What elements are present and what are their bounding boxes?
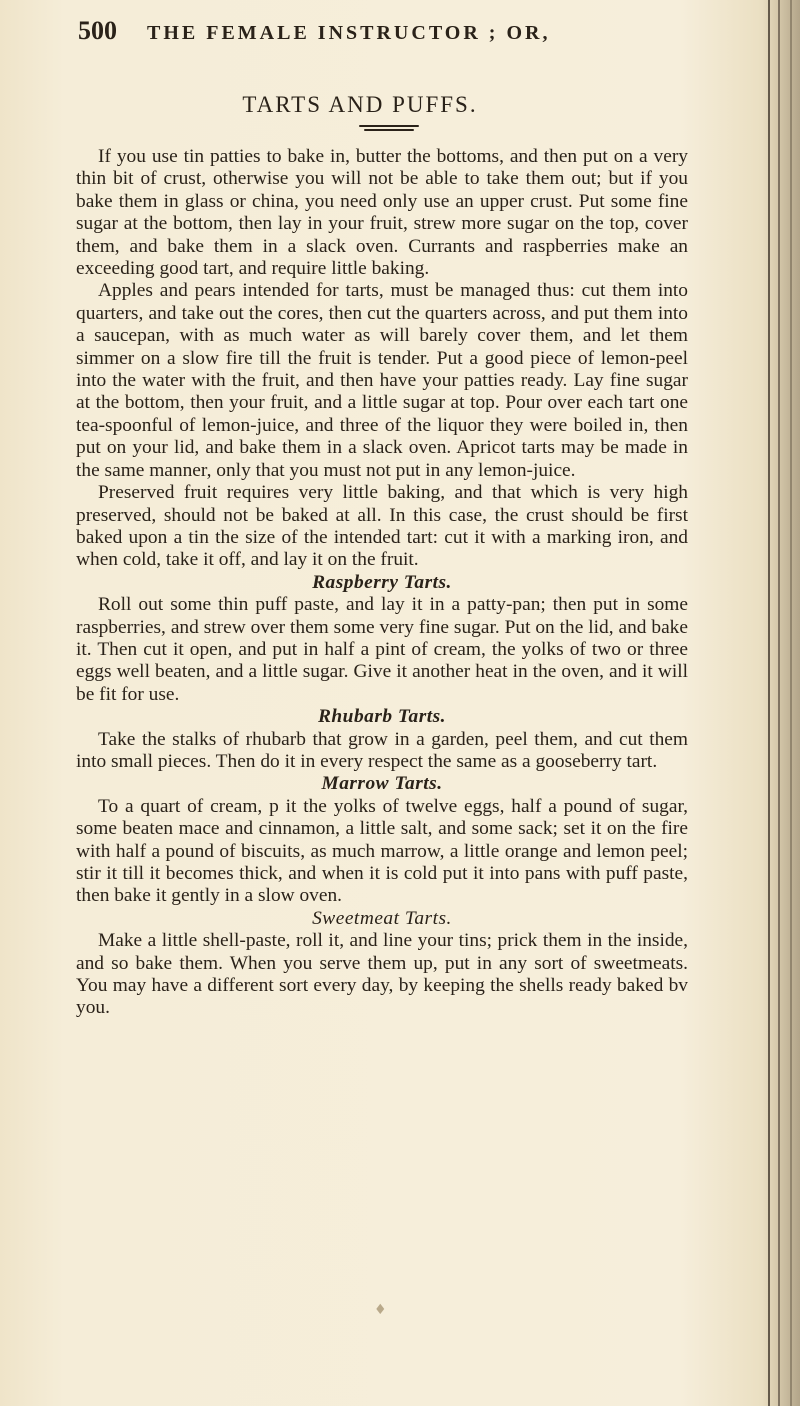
page-edge-line xyxy=(768,0,770,1406)
paragraph: Preserved fruit requires very little baking, and that which is very high preserved, should not be baked at all. In this case, the crust should be first baked upon a tin the size of the intended tart: cut it with a marking iron, and when cold, take it off, and lay it on the fruit. xyxy=(76,482,688,571)
running-head-title: THE FEMALE INSTRUCTOR ; OR, xyxy=(147,22,551,44)
page-number: 500 xyxy=(78,16,117,45)
body-text xyxy=(76,146,688,1020)
recipe-body-marrow: To a quart of cream, p it the yolks of twelve eggs, half a pound of sugar, some beaten mace and cinnamon, a little salt, and some sack; set it on the fire with half a pound of biscuits, as much marrow, a little orange and lemon peel; stir it till it becomes thick, and when it is cold put it into pans with puff paste, then bake it gently in a slow oven. xyxy=(76,795,688,907)
paragraph: Apples and pears intended for tarts, must be managed thus: cut them into quarters, and take out the cores, then cut the quarters across, and put them into a saucepan, with as much water as will barely cover them, and let them simmer on a slow fire till the fruit is tender. Put a good piece of lemon-peel into the water with the fruit, and then have your patties ready. Lay fine sugar at the bottom, then your fruit, and a little sugar at top. Pour over each tart one tea-spoonful of lemon-juice, and three of the liquor they were boiled in, then put on your lid, and bake them in a slack oven. Apricot tarts may be made in the same manner, only that you must not put in any lemon-juice. xyxy=(76,280,688,481)
recipe-body-sweetmeat: Make a little shell-paste, roll it, and line your tins; prick them in the inside, and so bake them. When you serve them up, put in any sort of sweetmeats. You may have a different sort every day, by keeping the shells ready baked bv you. xyxy=(76,930,688,1019)
title-rule-ornament xyxy=(359,125,419,133)
recipe-body-raspberry: Roll out some thin puff paste, and lay it in a patty-pan; then put in some raspberries, and strew over them some very fine sugar. Put on the lid, and bake it. Then cut it open, and put in half a pint of cream, the yolks of two or three eggs well beaten, and a little sugar. Give it another heat in the oven, and it will be fit for use. xyxy=(76,594,688,705)
recipe-body-rhubarb: Take the stalks of rhubarb that grow in a garden, peel them, and cut them into small pieces. Then do it in every respect the same as a gooseberry tart. xyxy=(76,728,688,772)
section-title: TARTS AND PUFFS. xyxy=(242,92,478,117)
ink-blot-mark: ♦ xyxy=(374,1302,387,1318)
running-head xyxy=(78,16,698,50)
recipe-heading-marrow: Marrow Tarts. xyxy=(321,773,443,795)
page-edge-line xyxy=(778,0,780,1406)
recipe-heading-rhubarb: Rhubarb Tarts. xyxy=(317,706,447,728)
page-edge-line xyxy=(790,0,792,1406)
recipe-heading-raspberry: Raspberry Tarts. xyxy=(312,571,452,593)
recipe-heading-sweetmeat: Sweetmeat Tarts. xyxy=(312,907,452,929)
paragraph: If you use tin patties to bake in, butter the bottoms, and then put on a very thin bit of crust, otherwise you will not be able to take them out; but if you bake them in glass or china, you need only use an upper crust. Put some fine sugar at the bottom, then lay in your fruit, strew more sugar on the top, cover them, and bake them in a slack oven. Currants and raspberries make an exceeding good tart, and require little baking. xyxy=(76,146,688,280)
